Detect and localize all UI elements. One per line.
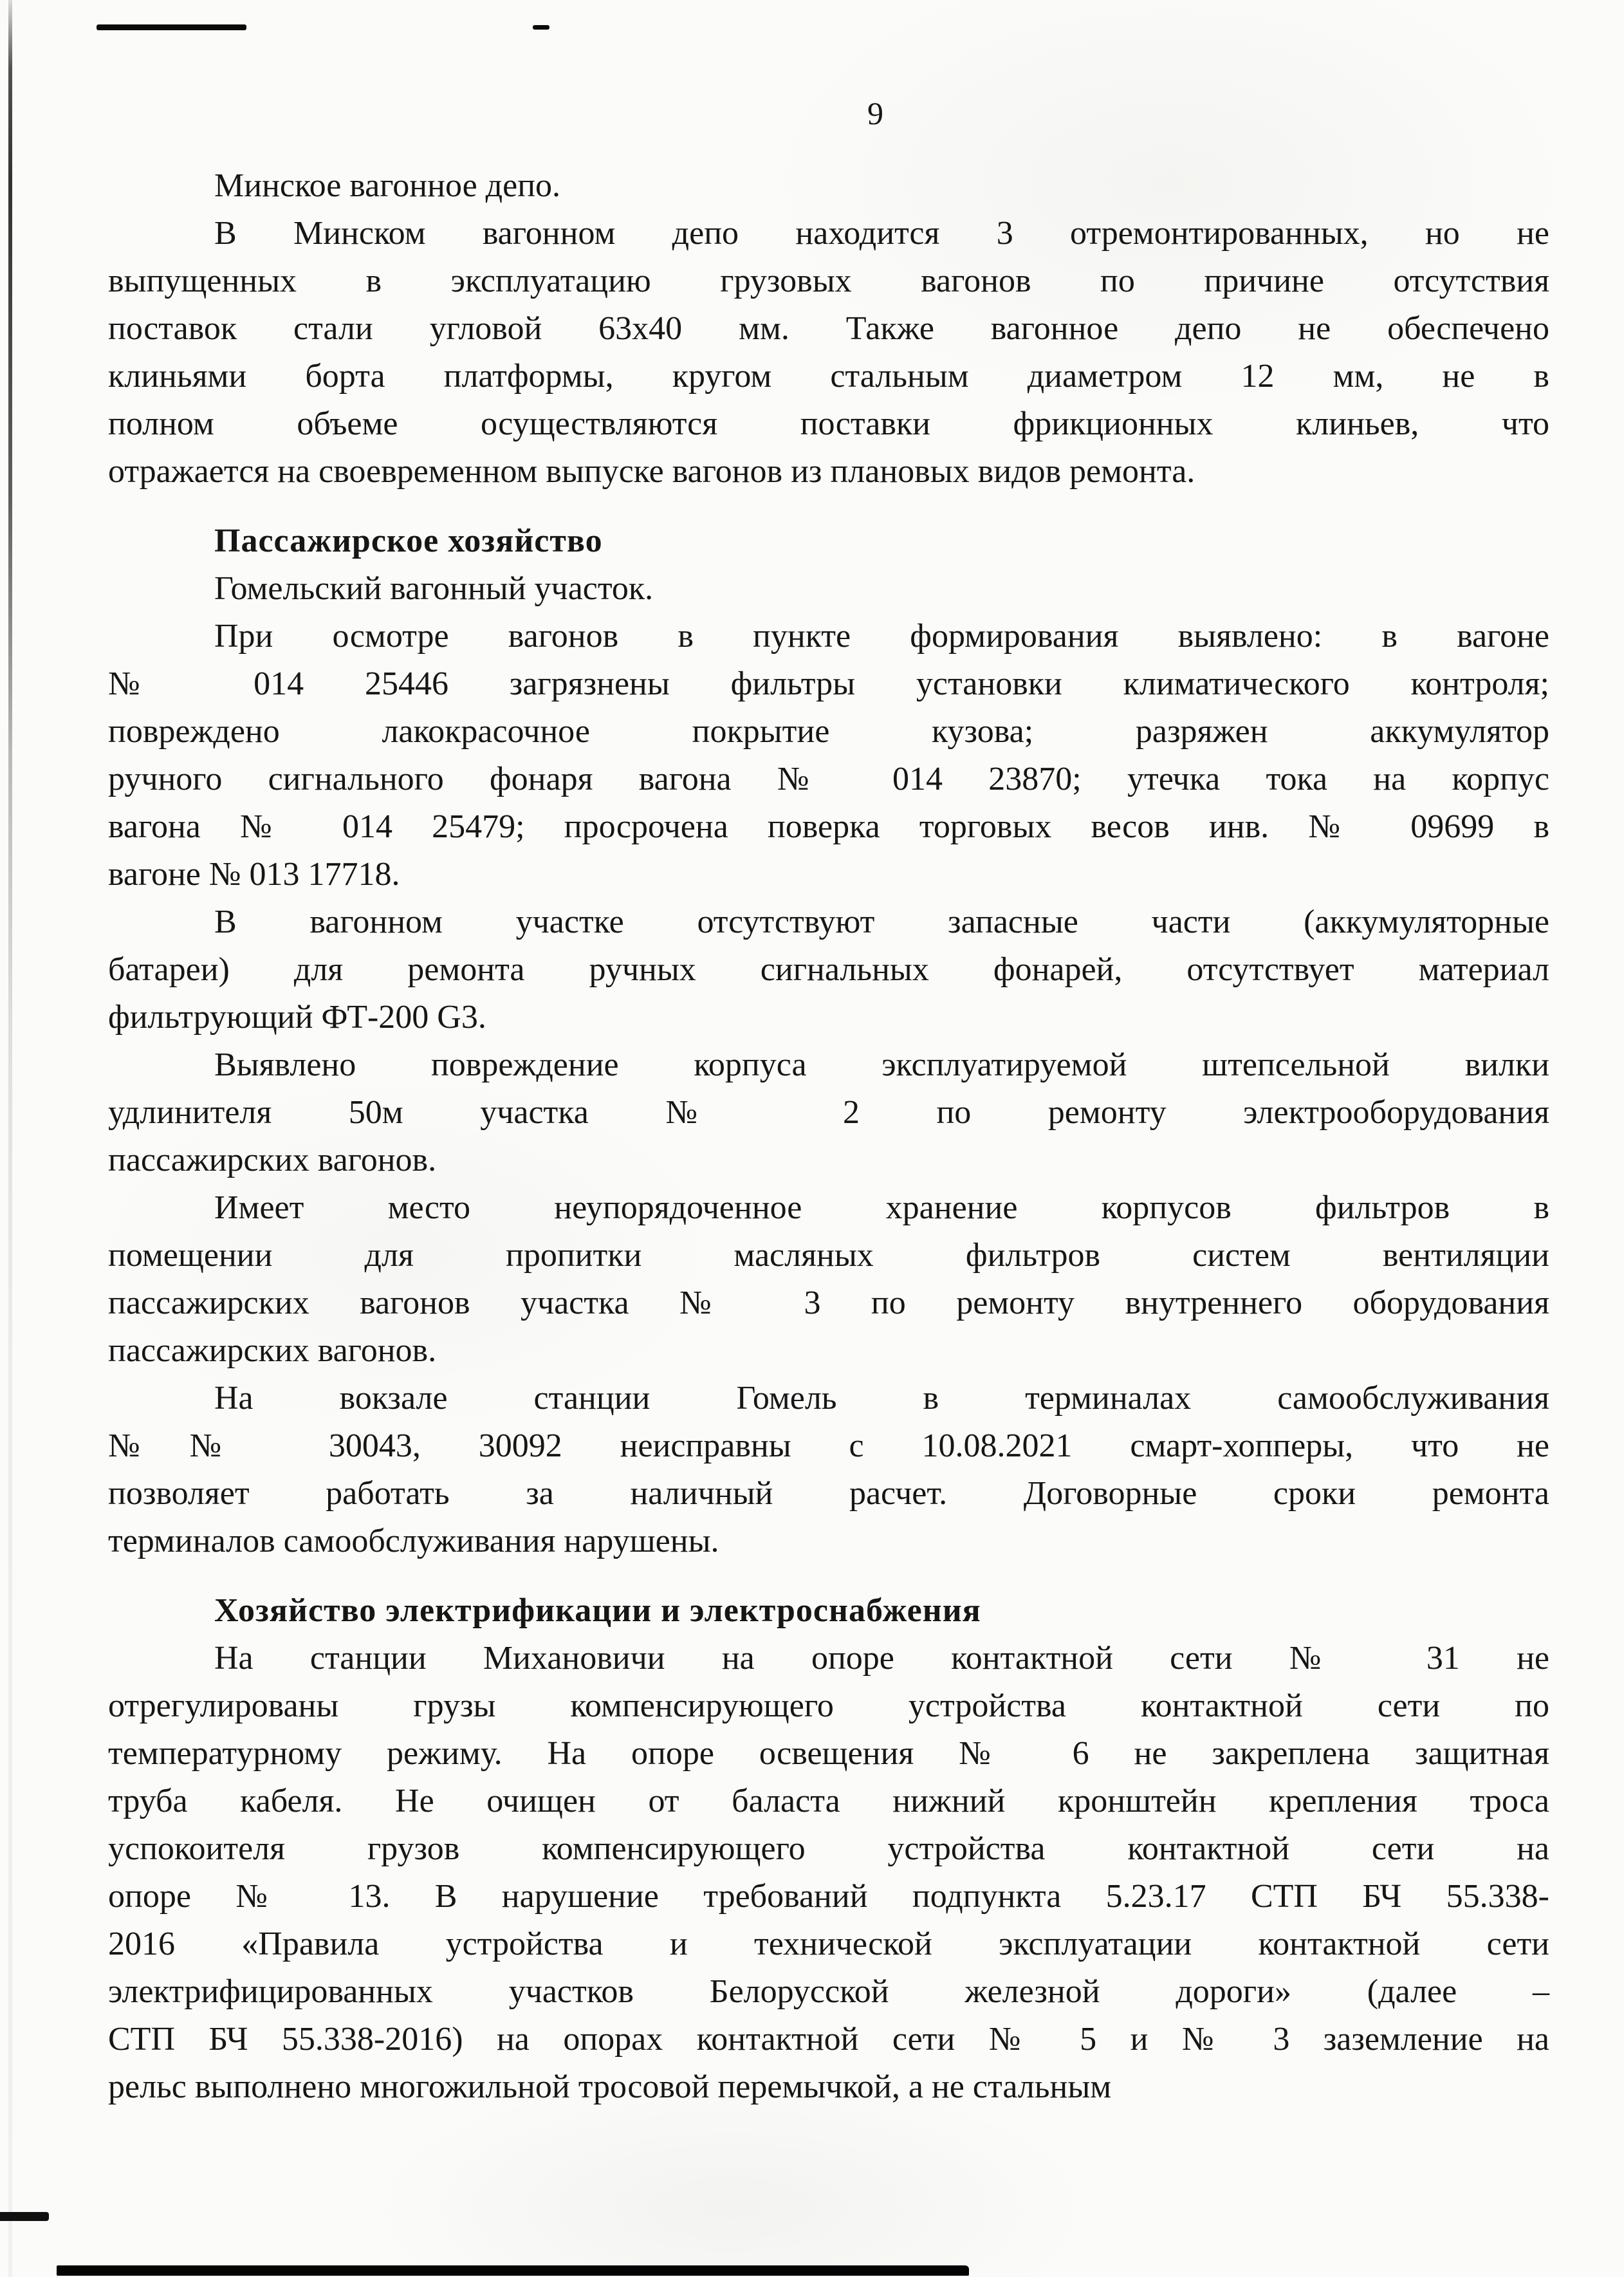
text-line: 2016 «Правила устройства и технической эксплуатации контактной сети (108, 1926, 1549, 1962)
scan-artifact-left-edge (8, 0, 12, 2277)
text-line: пассажирских вагонов. (108, 1142, 437, 1178)
page-number: 9 (867, 95, 883, 131)
text-line: клиньями борта платформы, кругом стальным диаметром 12 мм, не в (108, 358, 1549, 395)
text-line: При осмотре вагонов в пункте формирования выявлено: в вагоне (214, 618, 1549, 655)
text-line: электрифицированных участков Белорусской железной дороги» (далее – (108, 1973, 1549, 2010)
text-line: отрегулированы грузы компенсирующего устройства контактной сети по (108, 1687, 1549, 1724)
text-line: пассажирских вагонов. (108, 1332, 437, 1369)
text-line: удлинителя 50м участка № 2 по ремонту электрооборудования (108, 1094, 1549, 1131)
text-line: повреждено лакокрасочное покрытие кузова; разряжен аккумулятор (108, 713, 1549, 750)
text-line: труба кабеля. Не очищен от баласта нижний кронштейн крепления троса (108, 1783, 1549, 1819)
text-line: батареи) для ремонта ручных сигнальных фонарей, отсутствует материал (108, 951, 1549, 988)
text-line: вагона № 014 25479; просрочена поверка торговых весов инв. № 09699 в (108, 808, 1549, 845)
text-line: На станции Михановичи на опоре контактной сети № 31 не (214, 1640, 1549, 1677)
text-line: полном объеме осуществляются поставки фрикционных клиньев, что (108, 405, 1549, 442)
scan-artifact-top-dash (97, 24, 246, 30)
text-line: Минское вагонное депо. (214, 167, 561, 204)
text-line: фильтрующий ФТ-200 G3. (108, 999, 486, 1036)
text-line: № 014 25446 загрязнены фильтры установки климатического контроля; (108, 665, 1549, 702)
text-line: рельс выполнено многожильной тросовой перемычкой, а не стальным (108, 2068, 1112, 2105)
text-line: помещении для пропитки масляных фильтров систем вентиляции (108, 1237, 1549, 1274)
scan-artifact-bottom-bar (57, 2265, 969, 2276)
text-line: позволяет работать за наличный расчет. Договорные сроки ремонта (108, 1475, 1549, 1512)
text-line: Гомельский вагонный участок. (214, 570, 654, 607)
text-line: температурному режиму. На опоре освещения № 6 не закреплена защитная (108, 1735, 1549, 1772)
scan-artifact-top-dash-small (533, 25, 549, 30)
text-line: успокоителя грузов компенсирующего устройства контактной сети на (108, 1830, 1549, 1867)
text-line: В Минском вагонном депо находится 3 отремонтированных, но не (214, 215, 1549, 252)
text-line: ручного сигнального фонаря вагона № 014 23870; утечка тока на корпус (108, 761, 1549, 797)
text-line: На вокзале станции Гомель в терминалах самообслуживания (214, 1380, 1549, 1417)
text-line: Имеет место неупорядоченное хранение корпусов фильтров в (214, 1189, 1549, 1226)
section-heading: Хозяйство электрификации и электроснабжения (214, 1592, 981, 1629)
text-line: выпущенных в эксплуатацию грузовых вагонов по причине отсутствия (108, 263, 1549, 299)
text-line: вагоне № 013 17718. (108, 856, 400, 893)
text-line: Выявлено повреждение корпуса эксплуатируемой штепсельной вилки (214, 1046, 1549, 1083)
text-line: терминалов самообслуживания нарушены. (108, 1523, 719, 1559)
text-line: опоре № 13. В нарушение требований подпункта 5.23.17 СТП БЧ 55.338- (108, 1878, 1549, 1915)
section-heading: Пассажирское хозяйство (214, 523, 603, 559)
text-line: В вагонном участке отсутствуют запасные части (аккумуляторные (214, 904, 1549, 940)
scan-artifact-bottom-left-mark (0, 2212, 49, 2221)
text-line: поставок стали угловой 63х40 мм. Также вагонное депо не обеспечено (108, 310, 1549, 347)
text-line: СТП БЧ 55.338-2016) на опорах контактной сети № 5 и № 3 заземление на (108, 2021, 1549, 2058)
text-line: пассажирских вагонов участка № 3 по ремонту внутреннего оборудования (108, 1285, 1549, 1321)
text-line: отражается на своевременном выпуске вагонов из плановых видов ремонта. (108, 453, 1195, 490)
text-line: №№ 30043, 30092 неисправны с 10.08.2021 смарт-хопперы, что не (108, 1427, 1549, 1464)
document-body (108, 162, 1549, 2111)
